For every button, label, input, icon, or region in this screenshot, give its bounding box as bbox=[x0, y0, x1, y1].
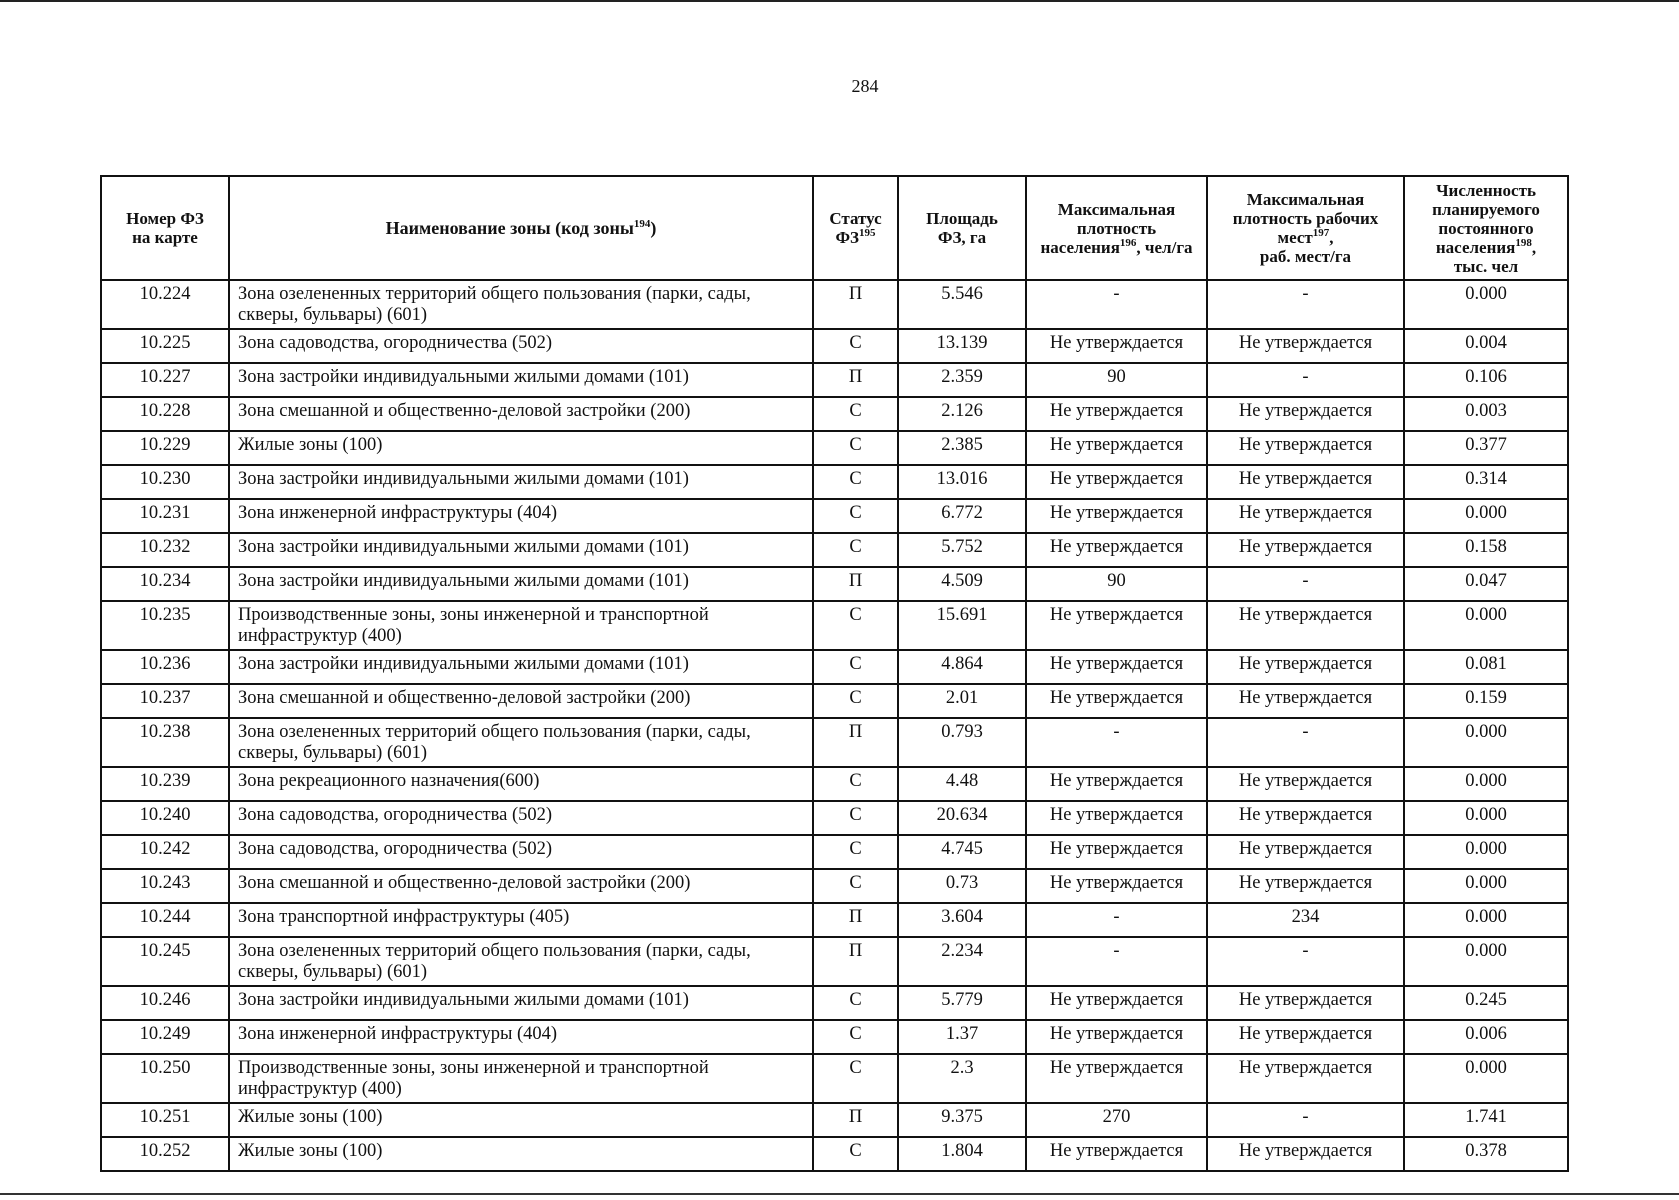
cell-pop-density: Не утверждается bbox=[1026, 835, 1207, 869]
table-row bbox=[101, 397, 1568, 431]
cell-population: 0.000 bbox=[1404, 869, 1568, 903]
cell-number: 10.228 bbox=[101, 397, 229, 431]
cell-status: С bbox=[813, 684, 898, 718]
cell-number: 10.227 bbox=[101, 363, 229, 397]
cell-status: С bbox=[813, 767, 898, 801]
footnote-198: 198 bbox=[1515, 236, 1532, 249]
table-row bbox=[101, 986, 1568, 1020]
cell-area: 3.604 bbox=[898, 903, 1026, 937]
cell-pop-density: Не утверждается bbox=[1026, 1054, 1207, 1103]
table-row bbox=[101, 465, 1568, 499]
cell-area: 2.359 bbox=[898, 363, 1026, 397]
cell-zone-name: Зона застройки индивидуальными жилыми домами (101) bbox=[229, 986, 813, 1020]
cell-job-density: Не утверждается bbox=[1207, 499, 1404, 533]
table-row bbox=[101, 601, 1568, 650]
cell-zone-name: Зона садоводства, огородничества (502) bbox=[229, 835, 813, 869]
cell-job-density: 234 bbox=[1207, 903, 1404, 937]
cell-pop-density: Не утверждается bbox=[1026, 650, 1207, 684]
header-population: Численность планируемого постоянного населения$^{198}$, тыс. чел bbox=[1404, 176, 1568, 280]
cell-area: 4.48 bbox=[898, 767, 1026, 801]
cell-area: 0.793 bbox=[898, 718, 1026, 767]
cell-zone-name: Зона рекреационного назначения(600) bbox=[229, 767, 813, 801]
cell-pop-density: Не утверждается bbox=[1026, 801, 1207, 835]
cell-number: 10.252 bbox=[101, 1137, 229, 1171]
table-row bbox=[101, 499, 1568, 533]
cell-population: 0.106 bbox=[1404, 363, 1568, 397]
cell-number: 10.239 bbox=[101, 767, 229, 801]
cell-area: 1.804 bbox=[898, 1137, 1026, 1171]
cell-pop-density: Не утверждается bbox=[1026, 869, 1207, 903]
cell-population: 0.000 bbox=[1404, 718, 1568, 767]
cell-job-density: - bbox=[1207, 280, 1404, 329]
cell-job-density: Не утверждается bbox=[1207, 650, 1404, 684]
cell-pop-density: Не утверждается bbox=[1026, 499, 1207, 533]
cell-status: П bbox=[813, 567, 898, 601]
cell-number: 10.230 bbox=[101, 465, 229, 499]
cell-job-density: Не утверждается bbox=[1207, 684, 1404, 718]
cell-pop-density: Не утверждается bbox=[1026, 431, 1207, 465]
cell-area: 9.375 bbox=[898, 1103, 1026, 1137]
cell-population: 0.004 bbox=[1404, 329, 1568, 363]
cell-population: 0.081 bbox=[1404, 650, 1568, 684]
header-job-density: Максимальная плотность рабочих мест$^{197}$, раб. мест/га bbox=[1207, 176, 1404, 280]
cell-status: П bbox=[813, 937, 898, 986]
cell-status: С bbox=[813, 650, 898, 684]
cell-zone-name: Жилые зоны (100) bbox=[229, 1137, 813, 1171]
cell-status: П bbox=[813, 1103, 898, 1137]
cell-status: С bbox=[813, 431, 898, 465]
cell-area: 0.73 bbox=[898, 869, 1026, 903]
table-row bbox=[101, 1054, 1568, 1103]
cell-zone-name: Зона садоводства, огородничества (502) bbox=[229, 801, 813, 835]
cell-pop-density: 90 bbox=[1026, 363, 1207, 397]
scan-top-border bbox=[0, 0, 1679, 2]
cell-population: 0.159 bbox=[1404, 684, 1568, 718]
cell-zone-name: Зона озелененных территорий общего пользования (парки, сады, скверы, бульвары) (601) bbox=[229, 937, 813, 986]
cell-area: 4.864 bbox=[898, 650, 1026, 684]
cell-number: 10.246 bbox=[101, 986, 229, 1020]
cell-job-density: Не утверждается bbox=[1207, 1137, 1404, 1171]
table-row bbox=[101, 363, 1568, 397]
footnote-196: 196 bbox=[1119, 236, 1137, 249]
table-row bbox=[101, 567, 1568, 601]
header-row bbox=[101, 176, 1568, 280]
cell-population: 0.000 bbox=[1404, 499, 1568, 533]
cell-population: 0.158 bbox=[1404, 533, 1568, 567]
cell-population: 0.378 bbox=[1404, 1137, 1568, 1171]
cell-status: С bbox=[813, 499, 898, 533]
cell-pop-density: Не утверждается bbox=[1026, 329, 1207, 363]
cell-population: 0.000 bbox=[1404, 1054, 1568, 1103]
cell-population: 0.047 bbox=[1404, 567, 1568, 601]
footnote-197: 197 bbox=[1312, 227, 1330, 239]
cell-status: С bbox=[813, 801, 898, 835]
cell-zone-name: Зона застройки индивидуальными жилыми домами (101) bbox=[229, 363, 813, 397]
cell-area: 13.016 bbox=[898, 465, 1026, 499]
cell-job-density: Не утверждается bbox=[1207, 533, 1404, 567]
table-row bbox=[101, 280, 1568, 329]
cell-population: 0.314 bbox=[1404, 465, 1568, 499]
cell-zone-name: Зона застройки индивидуальными жилыми домами (101) bbox=[229, 533, 813, 567]
cell-status: С bbox=[813, 1137, 898, 1171]
cell-job-density: Не утверждается bbox=[1207, 869, 1404, 903]
cell-number: 10.224 bbox=[101, 280, 229, 329]
table-row bbox=[101, 767, 1568, 801]
cell-area: 4.745 bbox=[898, 835, 1026, 869]
table-row bbox=[101, 903, 1568, 937]
cell-population: 0.000 bbox=[1404, 801, 1568, 835]
cell-pop-density: Не утверждается bbox=[1026, 986, 1207, 1020]
cell-job-density: - bbox=[1207, 937, 1404, 986]
cell-pop-density: Не утверждается bbox=[1026, 465, 1207, 499]
header-name: Наименование зоны (код зоны$^{194}$) bbox=[229, 176, 813, 280]
cell-zone-name: Жилые зоны (100) bbox=[229, 1103, 813, 1137]
cell-zone-name: Зона транспортной инфраструктуры (405) bbox=[229, 903, 813, 937]
cell-number: 10.243 bbox=[101, 869, 229, 903]
cell-area: 15.691 bbox=[898, 601, 1026, 650]
cell-pop-density: Не утверждается bbox=[1026, 684, 1207, 718]
cell-pop-density: Не утверждается bbox=[1026, 767, 1207, 801]
cell-job-density: Не утверждается bbox=[1207, 1020, 1404, 1054]
table-row bbox=[101, 431, 1568, 465]
table-row bbox=[101, 684, 1568, 718]
cell-population: 0.000 bbox=[1404, 835, 1568, 869]
cell-population: 0.006 bbox=[1404, 1020, 1568, 1054]
cell-number: 10.236 bbox=[101, 650, 229, 684]
table-body bbox=[101, 280, 1568, 1171]
footnote-194: 194 bbox=[633, 217, 651, 230]
table-row bbox=[101, 1137, 1568, 1171]
cell-pop-density: 90 bbox=[1026, 567, 1207, 601]
cell-population: 0.000 bbox=[1404, 937, 1568, 986]
cell-number: 10.229 bbox=[101, 431, 229, 465]
header-pop-density: Максимальная плотность населения$^{196}$, чел/га bbox=[1026, 176, 1207, 280]
cell-number: 10.250 bbox=[101, 1054, 229, 1103]
table-row bbox=[101, 869, 1568, 903]
cell-pop-density: Не утверждается bbox=[1026, 533, 1207, 567]
cell-population: 0.000 bbox=[1404, 601, 1568, 650]
cell-status: С bbox=[813, 1020, 898, 1054]
cell-zone-name: Зона застройки индивидуальными жилыми домами (101) bbox=[229, 465, 813, 499]
cell-job-density: Не утверждается bbox=[1207, 601, 1404, 650]
cell-number: 10.237 bbox=[101, 684, 229, 718]
cell-job-density: Не утверждается bbox=[1207, 329, 1404, 363]
cell-number: 10.240 bbox=[101, 801, 229, 835]
scan-bottom-border bbox=[0, 1193, 1679, 1195]
cell-zone-name: Зона озелененных территорий общего пользования (парки, сады, скверы, бульвары) (601) bbox=[229, 280, 813, 329]
cell-zone-name: Жилые зоны (100) bbox=[229, 431, 813, 465]
cell-number: 10.251 bbox=[101, 1103, 229, 1137]
cell-area: 2.3 bbox=[898, 1054, 1026, 1103]
cell-job-density: Не утверждается bbox=[1207, 397, 1404, 431]
cell-zone-name: Зона застройки индивидуальными жилыми домами (101) bbox=[229, 567, 813, 601]
footnote-195: 195 bbox=[859, 227, 876, 239]
cell-pop-density: - bbox=[1026, 280, 1207, 329]
cell-number: 10.225 bbox=[101, 329, 229, 363]
cell-zone-name: Зона смешанной и общественно-деловой застройки (200) bbox=[229, 397, 813, 431]
cell-status: С bbox=[813, 533, 898, 567]
cell-pop-density: - bbox=[1026, 903, 1207, 937]
cell-job-density: - bbox=[1207, 567, 1404, 601]
cell-zone-name: Зона садоводства, огородничества (502) bbox=[229, 329, 813, 363]
table-row bbox=[101, 718, 1568, 767]
cell-pop-density: Не утверждается bbox=[1026, 1020, 1207, 1054]
cell-job-density: Не утверждается bbox=[1207, 801, 1404, 835]
cell-area: 2.385 bbox=[898, 431, 1026, 465]
cell-status: П bbox=[813, 903, 898, 937]
cell-zone-name: Зона инженерной инфраструктуры (404) bbox=[229, 1020, 813, 1054]
cell-area: 5.779 bbox=[898, 986, 1026, 1020]
cell-zone-name: Производственные зоны, зоны инженерной и транспортной инфраструктур (400) bbox=[229, 1054, 813, 1103]
cell-job-density: Не утверждается bbox=[1207, 835, 1404, 869]
cell-number: 10.249 bbox=[101, 1020, 229, 1054]
cell-area: 20.634 bbox=[898, 801, 1026, 835]
table-row bbox=[101, 1103, 1568, 1137]
cell-status: С bbox=[813, 397, 898, 431]
cell-population: 0.000 bbox=[1404, 767, 1568, 801]
cell-area: 2.234 bbox=[898, 937, 1026, 986]
cell-number: 10.231 bbox=[101, 499, 229, 533]
cell-zone-name: Зона застройки индивидуальными жилыми домами (101) bbox=[229, 650, 813, 684]
cell-pop-density: Не утверждается bbox=[1026, 397, 1207, 431]
cell-job-density: - bbox=[1207, 1103, 1404, 1137]
cell-status: П bbox=[813, 363, 898, 397]
table-row bbox=[101, 650, 1568, 684]
cell-pop-density: - bbox=[1026, 937, 1207, 986]
zones-table bbox=[100, 175, 1569, 1172]
table-row bbox=[101, 937, 1568, 986]
cell-number: 10.242 bbox=[101, 835, 229, 869]
cell-status: С bbox=[813, 601, 898, 650]
cell-area: 2.126 bbox=[898, 397, 1026, 431]
cell-population: 0.003 bbox=[1404, 397, 1568, 431]
header-status: Статус ФЗ$^{195}$ bbox=[813, 176, 898, 280]
cell-pop-density: 270 bbox=[1026, 1103, 1207, 1137]
cell-area: 1.37 bbox=[898, 1020, 1026, 1054]
cell-job-density: Не утверждается bbox=[1207, 1054, 1404, 1103]
cell-zone-name: Производственные зоны, зоны инженерной и транспортной инфраструктур (400) bbox=[229, 601, 813, 650]
cell-job-density: Не утверждается bbox=[1207, 767, 1404, 801]
cell-area: 5.546 bbox=[898, 280, 1026, 329]
cell-area: 5.752 bbox=[898, 533, 1026, 567]
cell-pop-density: - bbox=[1026, 718, 1207, 767]
cell-population: 0.000 bbox=[1404, 280, 1568, 329]
page-number: 284 bbox=[851, 76, 879, 96]
cell-number: 10.238 bbox=[101, 718, 229, 767]
cell-number: 10.234 bbox=[101, 567, 229, 601]
cell-status: П bbox=[813, 718, 898, 767]
cell-status: С bbox=[813, 465, 898, 499]
cell-pop-density: Не утверждается bbox=[1026, 601, 1207, 650]
cell-number: 10.244 bbox=[101, 903, 229, 937]
cell-job-density: Не утверждается bbox=[1207, 986, 1404, 1020]
cell-status: П bbox=[813, 280, 898, 329]
header-area: Площадь ФЗ, га bbox=[898, 176, 1026, 280]
cell-area: 13.139 bbox=[898, 329, 1026, 363]
table-row bbox=[101, 801, 1568, 835]
cell-status: С bbox=[813, 986, 898, 1020]
cell-zone-name: Зона смешанной и общественно-деловой застройки (200) bbox=[229, 684, 813, 718]
cell-population: 0.000 bbox=[1404, 903, 1568, 937]
cell-area: 4.509 bbox=[898, 567, 1026, 601]
cell-zone-name: Зона инженерной инфраструктуры (404) bbox=[229, 499, 813, 533]
table-row bbox=[101, 533, 1568, 567]
cell-zone-name: Зона смешанной и общественно-деловой застройки (200) bbox=[229, 869, 813, 903]
cell-job-density: - bbox=[1207, 363, 1404, 397]
cell-area: 6.772 bbox=[898, 499, 1026, 533]
cell-status: С bbox=[813, 869, 898, 903]
cell-status: С bbox=[813, 835, 898, 869]
cell-population: 0.245 bbox=[1404, 986, 1568, 1020]
cell-job-density: Не утверждается bbox=[1207, 431, 1404, 465]
cell-job-density: Не утверждается bbox=[1207, 465, 1404, 499]
cell-pop-density: Не утверждается bbox=[1026, 1137, 1207, 1171]
table-row bbox=[101, 329, 1568, 363]
header-number: Номер ФЗ на карте bbox=[101, 176, 229, 280]
cell-status: С bbox=[813, 1054, 898, 1103]
cell-status: С bbox=[813, 329, 898, 363]
table-row bbox=[101, 835, 1568, 869]
cell-area: 2.01 bbox=[898, 684, 1026, 718]
cell-number: 10.235 bbox=[101, 601, 229, 650]
cell-population: 0.377 bbox=[1404, 431, 1568, 465]
cell-zone-name: Зона озелененных территорий общего пользования (парки, сады, скверы, бульвары) (601) bbox=[229, 718, 813, 767]
cell-number: 10.245 bbox=[101, 937, 229, 986]
cell-job-density: - bbox=[1207, 718, 1404, 767]
cell-number: 10.232 bbox=[101, 533, 229, 567]
cell-population: 1.741 bbox=[1404, 1103, 1568, 1137]
table-row bbox=[101, 1020, 1568, 1054]
